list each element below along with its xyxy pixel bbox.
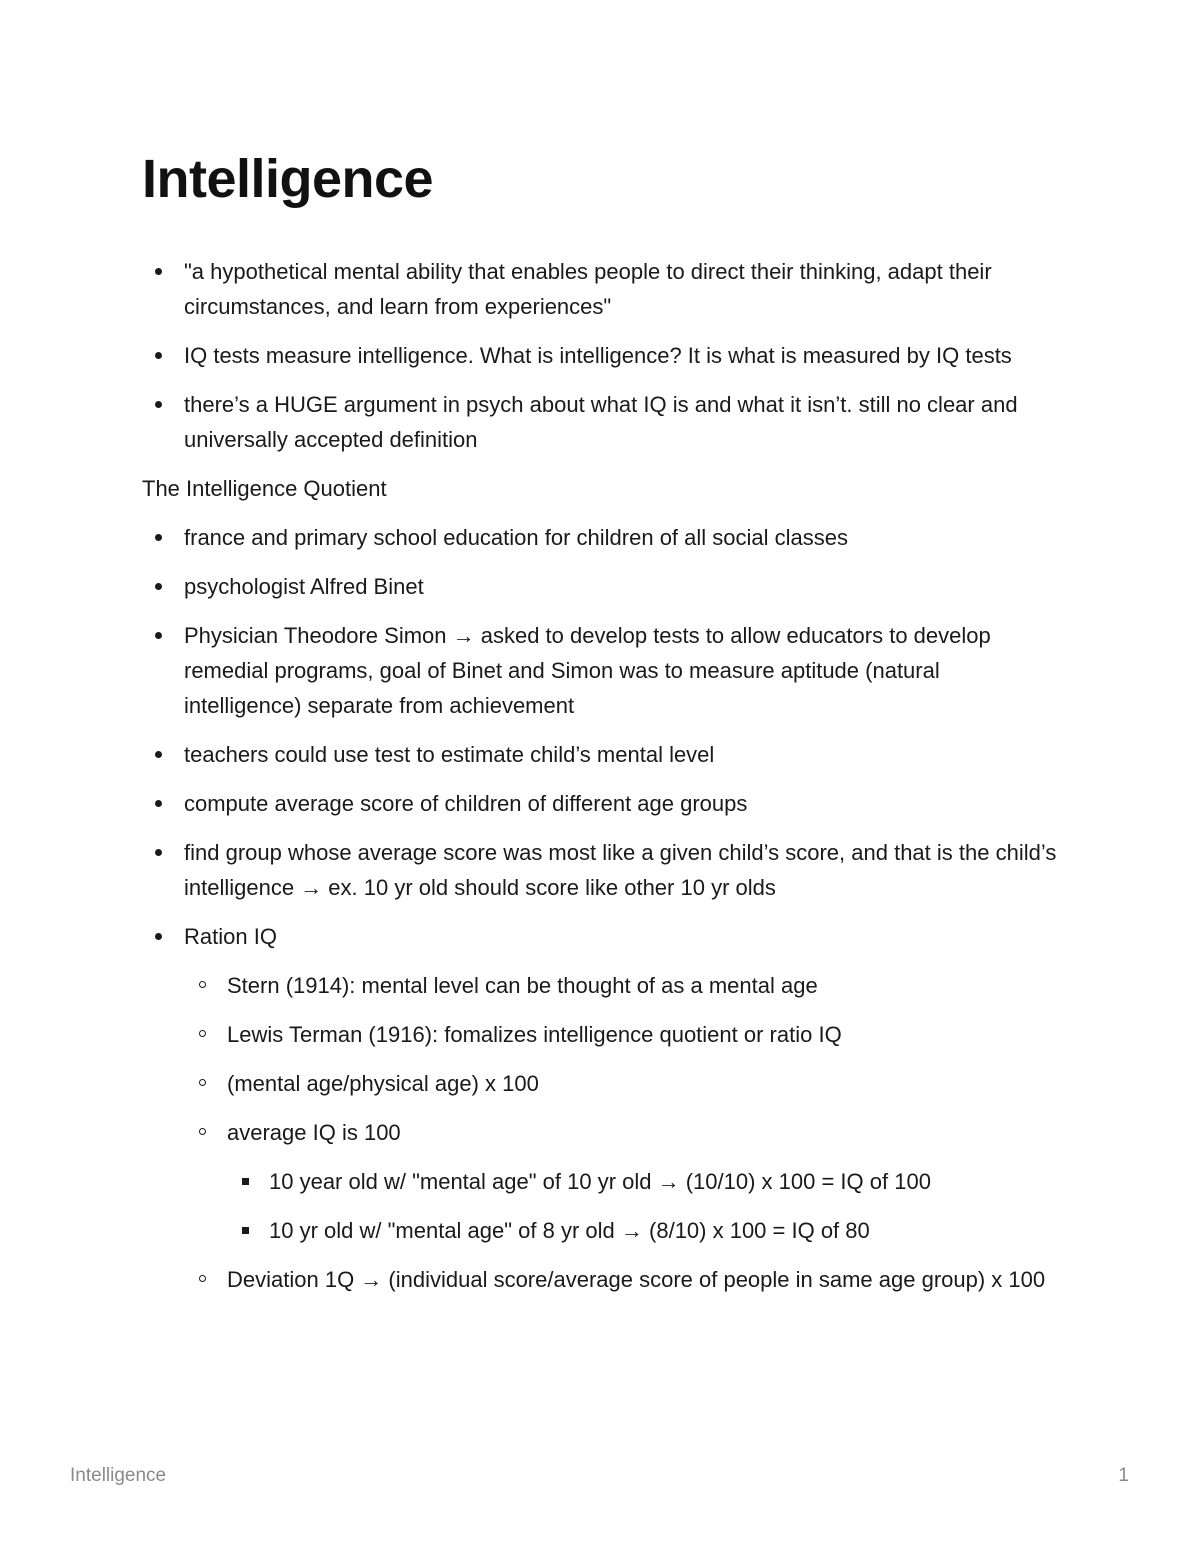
- intro-list: [142, 254, 1062, 457]
- page-title: Intelligence: [142, 149, 434, 209]
- list-item: teachers could use test to estimate child’s mental level: [142, 737, 1062, 772]
- iq-history-list: [142, 520, 1062, 1297]
- list-item: compute average score of children of different age groups: [142, 786, 1062, 821]
- list-item-label: Ration IQ: [184, 924, 277, 949]
- footer-page-number: 1: [1118, 1465, 1129, 1486]
- list-item: france and primary school education for children of all social classes: [142, 520, 1062, 555]
- sub-list-item: Stern (1914): mental level can be thought of as a mental age: [184, 968, 1062, 1003]
- sub-list-item-average-iq: [184, 1115, 1062, 1248]
- footer-doc-name: Intelligence: [70, 1465, 167, 1486]
- list-item-ratio-iq: [142, 919, 1062, 1297]
- section-heading: The Intelligence Quotient: [142, 476, 387, 501]
- list-item: Physician Theodore Simon → asked to develop tests to allow educators to develop remedial programs, goal of Binet and Simon was to measure aptitude (natural intelligence) separate from achievement: [142, 618, 1062, 723]
- iq-examples-list: [227, 1164, 1062, 1248]
- sub-list-item: Lewis Terman (1916): fomalizes intelligence quotient or ratio IQ: [184, 1017, 1062, 1052]
- list-item: IQ tests measure intelligence. What is intelligence? It is what is measured by IQ tests: [142, 338, 1062, 373]
- example-item: 10 yr old w/ "mental age" of 8 yr old → (8/10) x 100 = IQ of 80: [227, 1213, 1062, 1248]
- sub-list-item-label: average IQ is 100: [227, 1120, 401, 1145]
- list-item: there’s a HUGE argument in psych about what IQ is and what it isn’t. still no clear and universally accepted definition: [142, 387, 1062, 457]
- document-body: [142, 254, 1062, 1311]
- example-item: 10 year old w/ "mental age" of 10 yr old → (10/10) x 100 = IQ of 100: [227, 1164, 1062, 1199]
- sub-list-item: (mental age/physical age) x 100: [184, 1066, 1062, 1101]
- list-item: "a hypothetical mental ability that enables people to direct their thinking, adapt their circumstances, and learn from experiences": [142, 254, 1062, 324]
- sub-list-item: Deviation 1Q → (individual score/average score of people in same age group) x 100: [184, 1262, 1062, 1297]
- ratio-iq-sublist: [184, 968, 1062, 1297]
- list-item: find group whose average score was most like a given child’s score, and that is the child’s intelligence → ex. 10 yr old should score like other 10 yr olds: [142, 835, 1062, 905]
- list-item: psychologist Alfred Binet: [142, 569, 1062, 604]
